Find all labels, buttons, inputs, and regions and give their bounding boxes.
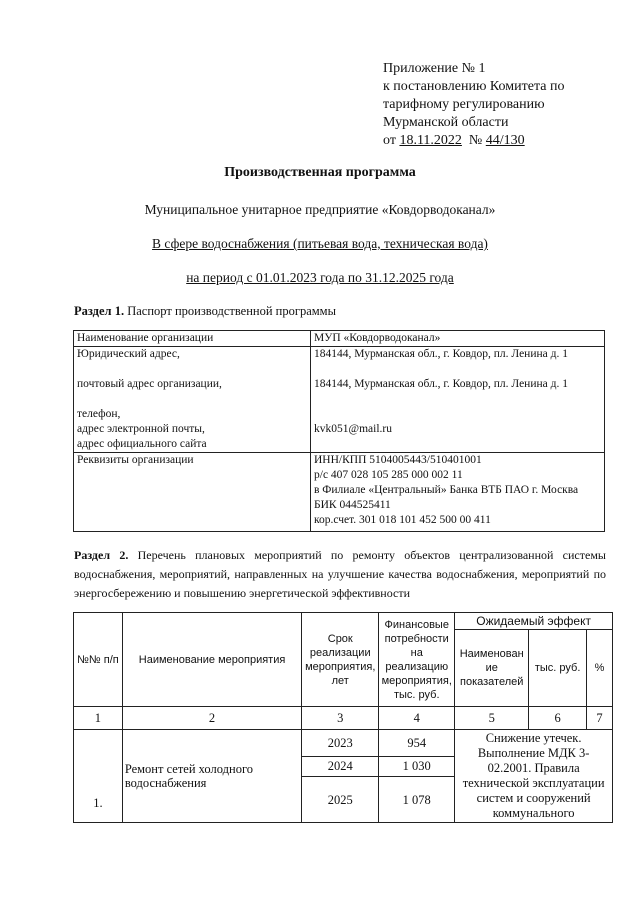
annex-line: Мурманской области xyxy=(383,115,509,130)
section2-heading xyxy=(74,546,606,603)
col-number: 3 xyxy=(302,707,379,730)
row-amount: 954 xyxy=(379,730,455,757)
table-row xyxy=(74,613,613,630)
section2-label: Раздел 2. xyxy=(74,548,129,562)
col-number: 4 xyxy=(379,707,455,730)
row-amount: 1 078 xyxy=(379,777,455,823)
annex-block xyxy=(383,60,633,150)
table-row xyxy=(74,730,613,757)
table-row xyxy=(74,707,613,730)
table-row xyxy=(74,453,605,532)
section1-text: Паспорт производственной программы xyxy=(124,304,336,318)
passport-cell-value xyxy=(311,347,605,453)
section1-label: Раздел 1. xyxy=(74,304,125,318)
passport-label-line: Юридический адрес, xyxy=(77,348,180,360)
passport-table xyxy=(73,330,605,532)
col-number: 2 xyxy=(122,707,301,730)
passport-cell-value: МУП «Ковдорводоканал» xyxy=(311,331,605,347)
row-effect: Снижение утечек. Выполнение МДК 3-02.2001. Правила технической эксплуатации систем и сооружений коммунального xyxy=(455,730,613,823)
passport-cell-label xyxy=(74,347,311,453)
annex-number: 44/130 xyxy=(485,133,525,148)
annex-number-prefix: № xyxy=(468,133,486,148)
bank-account: р/с 407 028 105 285 000 002 11 xyxy=(314,469,463,481)
page-title: Производственная программа xyxy=(224,165,416,180)
passport-label-line: адрес официального сайта xyxy=(77,438,207,450)
inn-kpp: ИНН/КПП 5104005443/510401001 xyxy=(314,454,482,466)
row-year: 2023 xyxy=(302,730,379,757)
col-number: 7 xyxy=(587,707,613,730)
header-rub: тыс. руб. xyxy=(529,630,587,707)
row-year: 2024 xyxy=(302,756,379,776)
email: kvk051@mail.ru xyxy=(314,423,392,435)
header-finance: Финансовые потребности на реализацию мероприятия, тыс. руб. xyxy=(379,613,455,707)
table-row xyxy=(74,331,605,347)
corr-account: кор.счет. 301 018 101 452 500 00 411 xyxy=(314,514,491,526)
header-num: №№ п/п xyxy=(74,613,123,707)
passport-cell-value xyxy=(311,453,605,532)
passport-label-line: телефон, xyxy=(77,408,121,420)
annex-date: 18.11.2022 xyxy=(399,133,462,148)
col-number: 1 xyxy=(74,707,123,730)
postal-address: 184144, Мурманская обл., г. Ковдор, пл. Ленина д. 1 xyxy=(314,378,568,390)
row-name: Ремонт сетей холодного водоснабжения xyxy=(122,730,301,823)
annex-line: Приложение № 1 xyxy=(383,61,486,76)
passport-label-line: адрес электронной почты, xyxy=(77,423,205,435)
section2-text: Перечень плановых мероприятий по ремонту объектов централизованной системы водоснабжения, мероприятий, направленных на улучшение качества водоснабжения, мероприятий по энергосбережению и повышению энергетической эффективности xyxy=(74,548,606,600)
passport-label-line: почтовый адрес организации, xyxy=(77,378,222,390)
header-term: Срок реализации мероприятия, лет xyxy=(302,613,379,707)
bank-name: в Филиале «Центральный» Банка ВТБ ПАО г. Москва xyxy=(314,484,579,496)
col-number: 6 xyxy=(529,707,587,730)
annex-date-line xyxy=(383,132,633,150)
row-amount: 1 030 xyxy=(379,756,455,776)
passport-cell-label: Наименование организации xyxy=(74,331,311,347)
annex-line: к постановлению Комитета по xyxy=(383,79,565,94)
header-indicator: Наименован ие показателей xyxy=(455,630,529,707)
header-name: Наименование мероприятия xyxy=(122,613,301,707)
organization-name: Муниципальное унитарное предприятие «Ковдорводоканал» xyxy=(144,202,496,217)
bik: БИК 044525411 xyxy=(314,499,391,511)
annex-date-prefix: от xyxy=(383,133,400,148)
header-percent: % xyxy=(587,630,613,707)
row-year: 2025 xyxy=(302,777,379,823)
legal-address: 184144, Мурманская обл., г. Ковдор, пл. Ленина д. 1 xyxy=(314,348,568,360)
passport-cell-label: Реквизиты организации xyxy=(74,453,311,532)
row-num: 1. xyxy=(74,730,123,823)
events-table xyxy=(73,612,613,823)
sphere-line: В сфере водоснабжения (питьевая вода, техническая вода) xyxy=(152,236,488,251)
annex-line: тарифному регулированию xyxy=(383,97,545,112)
col-number: 5 xyxy=(455,707,529,730)
section1-heading xyxy=(74,304,336,319)
period-line: на период с 01.01.2023 года по 31.12.2025 года xyxy=(186,270,454,285)
header-effect: Ожидаемый эффект xyxy=(455,613,613,630)
table-row xyxy=(74,347,605,453)
